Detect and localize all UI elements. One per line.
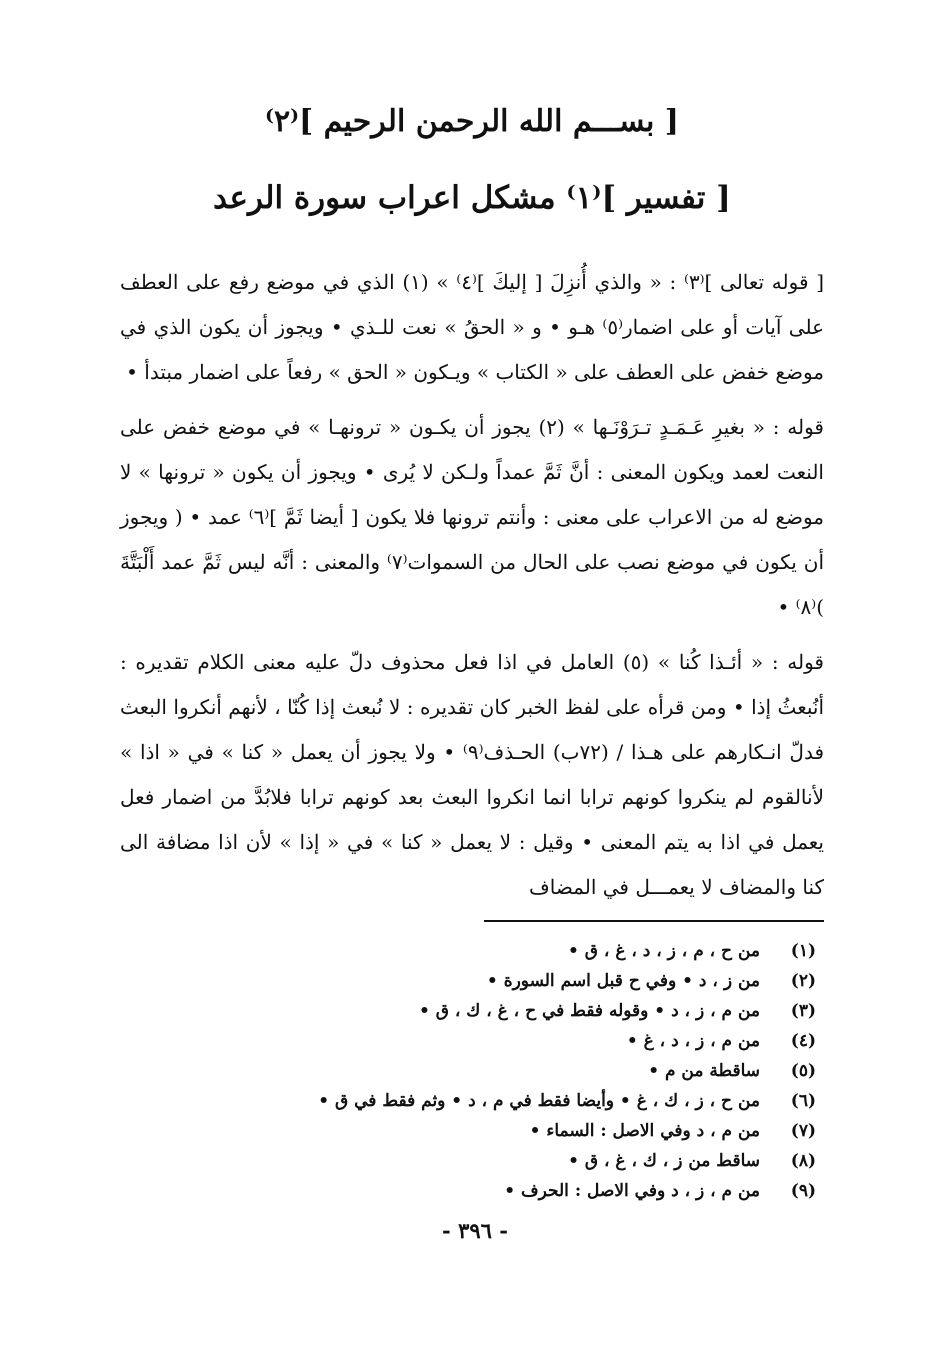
footnote-number: (٢) [790,971,816,991]
footnote-item [120,966,816,996]
footnote-item [120,1026,816,1056]
footnote-item [120,1086,816,1116]
footnote-text: من ح ، ز ، ك ، غ • وأيضا فقط في م ، د • وثم فقط في ق • [318,1091,760,1111]
footnote-number: (٦) [790,1091,816,1111]
footnote-number: (٤) [790,1031,816,1051]
footnote-text: من ح ، م ، ز ، د ، غ ، ق • [568,941,760,961]
footnote-text: من م ، ز ، د وفي الاصل : الحرف • [504,1181,760,1201]
footnote-number: (٣) [790,1001,816,1021]
footnote-item [120,1176,816,1206]
page-title: [ تفسير ]⁽١⁾ مشكل اعراب سورة الرعد [213,180,731,216]
footnote-separator [484,920,824,922]
paragraph: [ قوله تعالى ]⁽٣⁾ : « والذي أُنزِلَ [ إليكَ ]⁽٤⁾ » (١) الذي في موضع رفع على العطف على آيات أو على اضمار⁽٥⁾ هـو • و « الحقُ » نعت للـذي • ويجوز أن يكون الذي في موضع خفض على العطف على « الكتاب » ويـكون « الحق » رفعاً على اضمار مبتدأ • [120,270,825,384]
paragraph: قوله : « بغيرِ عَـمَـدٍ تـرَوْنَـها » (٢) يجوز أن يكـون « ترونهـا » في موضع خفض على النعت لعمد ويكون المعنى : أنَّ ثَمَّ عمداً ولـكن لا يُرى • ويجوز أن يكون « ترونها » لا موضع له من الاعراب على معنى : وأنتم ترونها فلا يكون [ أيضا ثَمَّ ]⁽٦⁾ عمد • ( ويجوز أن يكون في موضع نصب على الحال من السموات⁽٧⁾ والمعنى : أنَّه ليس ثَمَّ عمد أَلْبَتَّةَ )⁽٨⁾ • [120,415,825,619]
footnote-text: من م ، ز ، د ، غ • [626,1031,760,1051]
footnote-item [120,996,816,1026]
footnote-text: من ز ، د • وفي ح قبل اسم السورة • [486,971,760,991]
footnotes-list [120,936,824,1206]
paragraph: قوله : « أئـذا كُنا » (٥) العامل في اذا فعل محذوف دلّ عليه معنى الكلام تقديره : أنُبعثُ إذا • ومن قرأه على لفظ الخبر كان تقديره : لا نُبعث إذا كُنّا ، لأنهم أنكروا البعث فدلّ انـكارهم على هـذا / (٧٢ب) الحـذف⁽٩⁾ • ولا يجوز أن يعمل « كنا » في « اذا » لأنالقوم لم ينكروا كونهم ترابا انما انكروا البعث بعد كونهم ترابا فلابُدَّ من اضمار فعل يعمل في اذا به يتم المعنى • وقيل : لا يعمل « كنا » في « إذا » لأن اذا مضافة الى كنا والمضاف لا يعمـــل في المضاف [120,650,825,899]
footnote-number: (٥) [790,1061,816,1081]
footnote-number: (٩) [790,1181,816,1201]
footnote-item [120,1116,816,1146]
footnote-number: (٧) [790,1121,816,1141]
footnote-item [120,1056,816,1086]
footnote-item [120,936,816,966]
footnote-number: (١) [790,941,816,961]
footnote-text: من م ، د وفي الاصل : السماء • [529,1121,760,1141]
footnote-number: (٨) [790,1151,816,1171]
footnote-text: ساقط من ز ، ك ، غ ، ق • [568,1151,760,1171]
footnote-text: من م ، ز ، د • وقوله فقط في ح ، غ ، ك ، ق • [418,1001,760,1021]
page-number: - ٣٩٦ - [442,1218,508,1243]
footnote-text: ساقطة من م • [648,1061,760,1081]
main-text [120,260,824,910]
footnote-item [120,1146,816,1176]
basmala-heading: [ بســـم الله الرحمن الرحيم ]⁽٢⁾ [265,104,679,139]
